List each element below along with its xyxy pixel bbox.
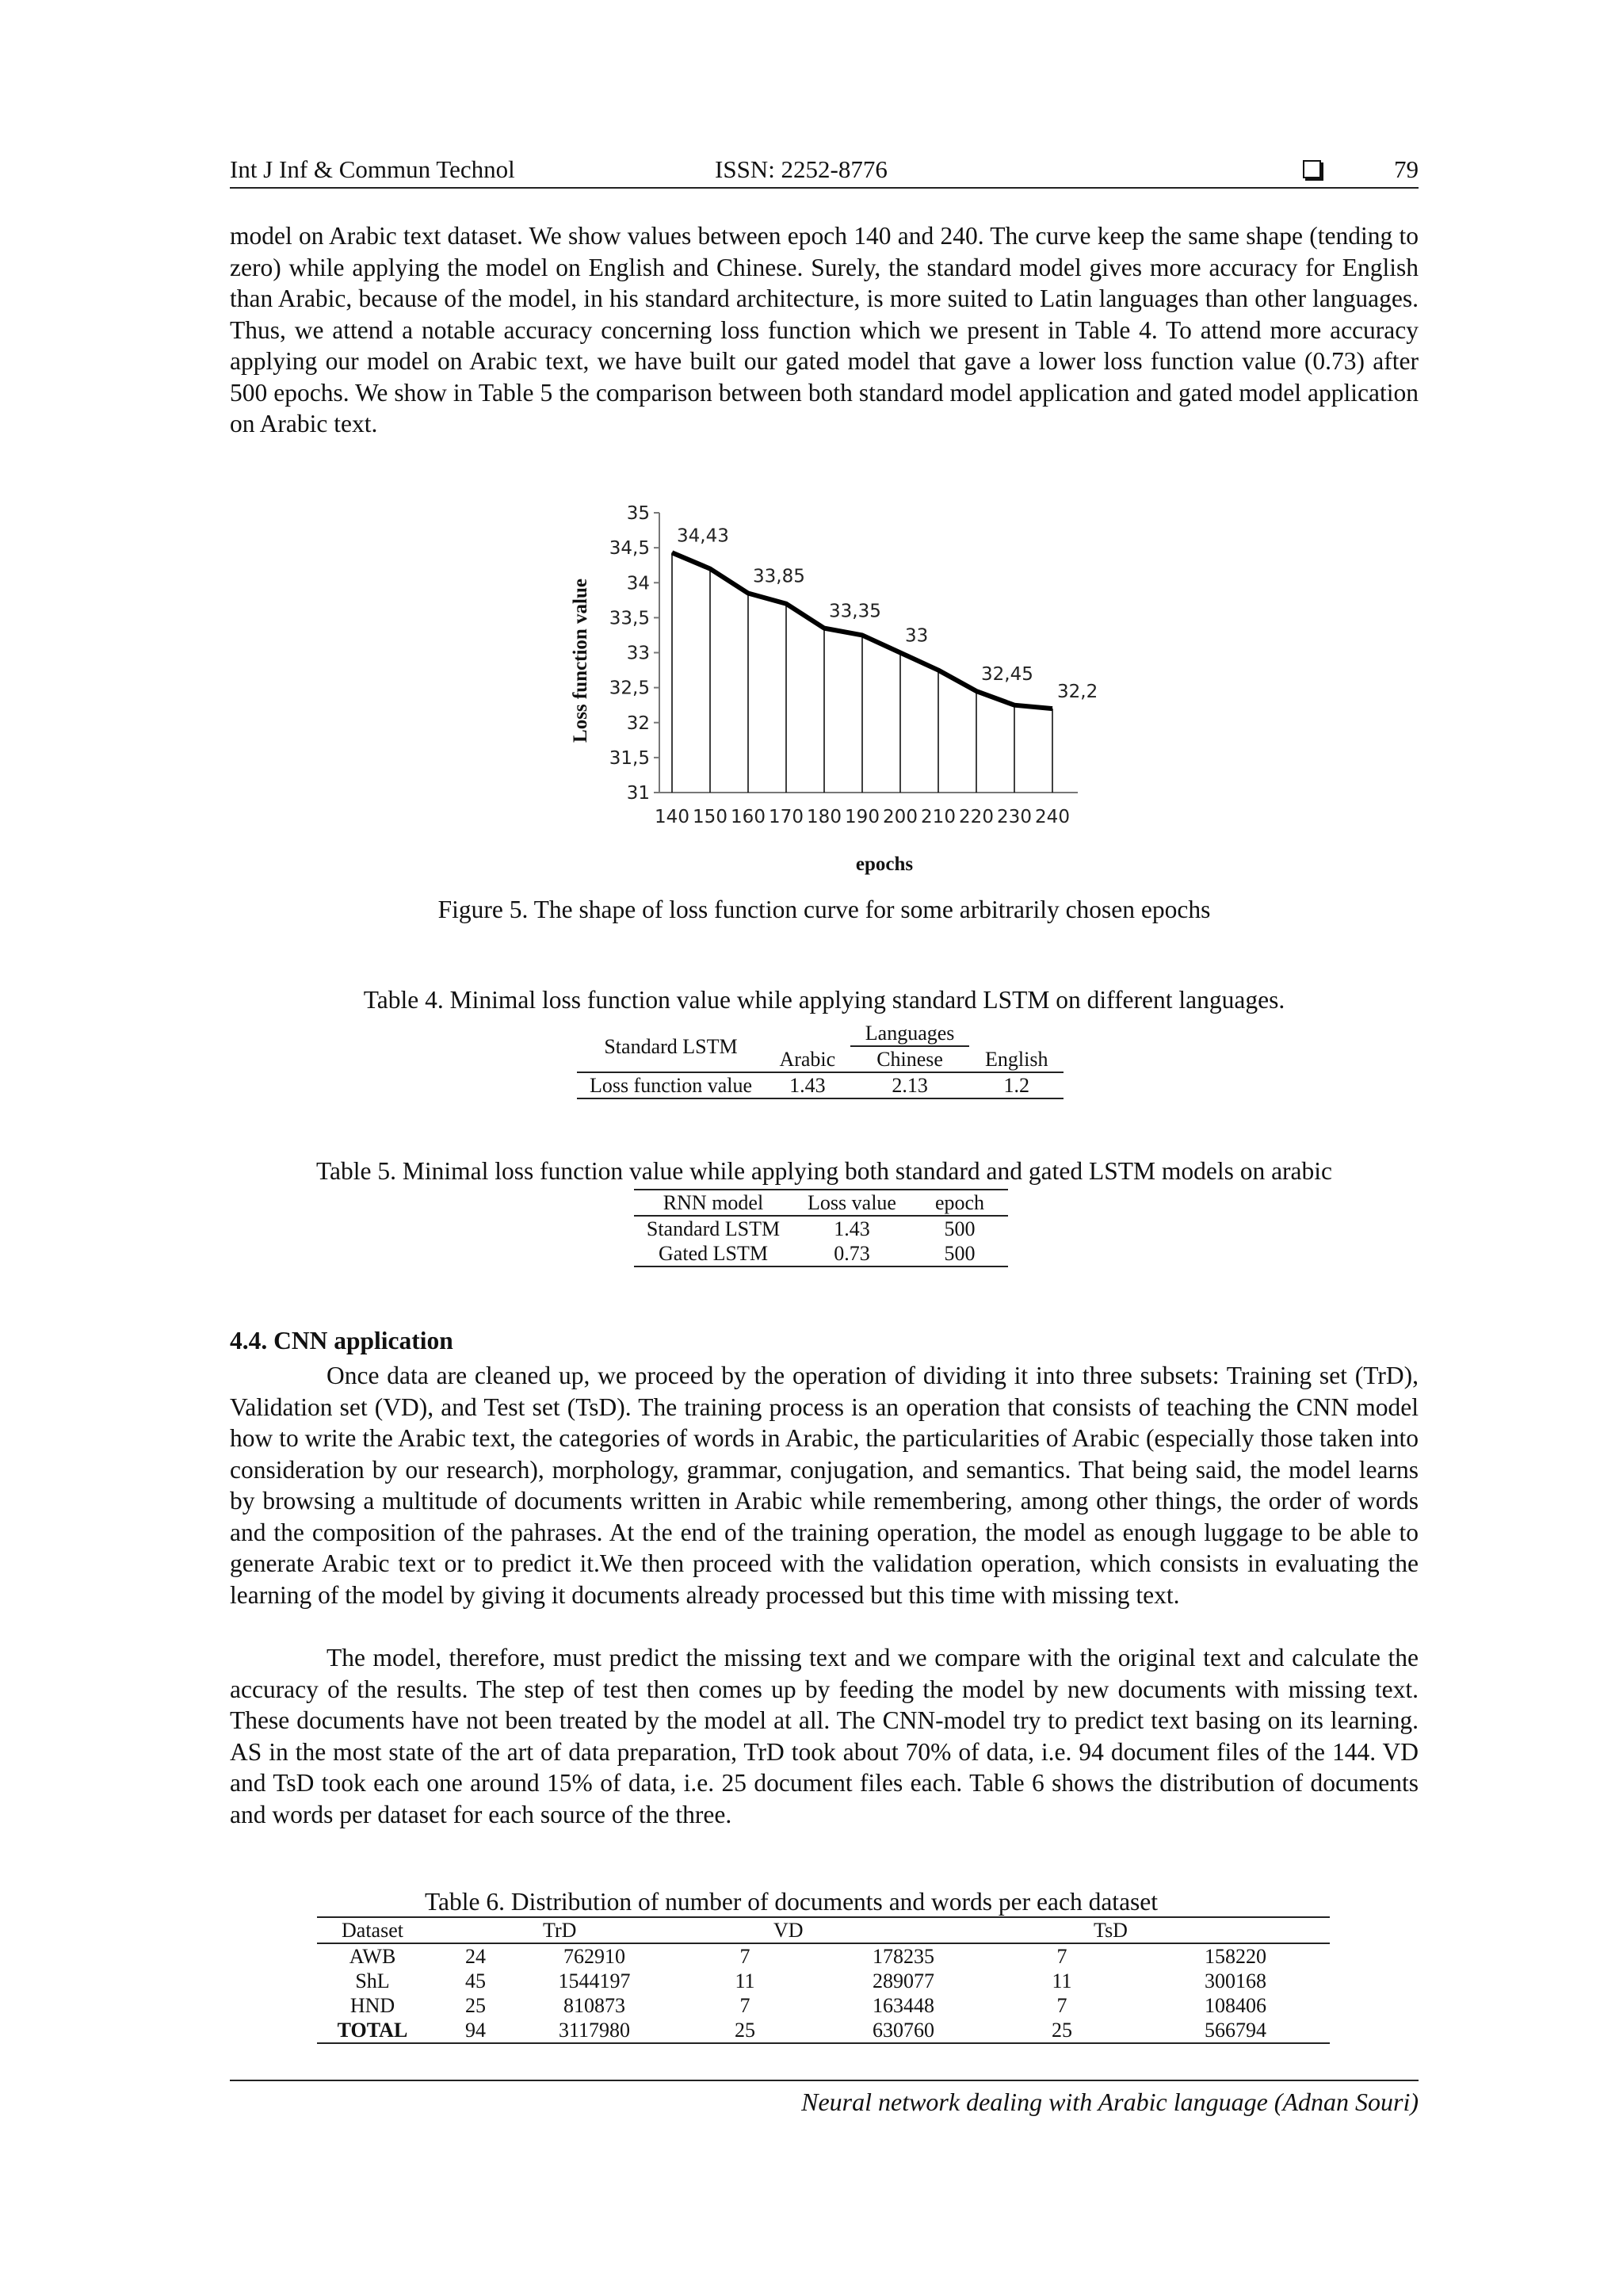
y-axis-title: Loss function value <box>570 579 591 743</box>
table6-header: TsD <box>983 1917 1330 1943</box>
y-tick-label: 33 <box>626 643 650 664</box>
table6-cell: 1544197 <box>558 1969 631 1992</box>
table6-cell: 163448 <box>873 1994 934 2017</box>
data-label: 34,43 <box>677 525 729 547</box>
table6-cell: 7 <box>1056 1945 1067 1968</box>
table5-header: Loss value <box>792 1190 911 1216</box>
x-axis-title: epochs <box>855 854 914 875</box>
table-row <box>317 1943 1330 1969</box>
table-row <box>634 1216 1008 1241</box>
table4-group-header: Languages <box>850 1021 970 1046</box>
table5-cell: 500 <box>944 1217 976 1240</box>
table6-cell: 25 <box>666 2018 824 2043</box>
table6-cell: 11 <box>1052 1969 1072 1992</box>
table6-cell: 7 <box>739 1994 750 2017</box>
table5-caption: Table 5. Minimal loss function value while applying both standard and gated LSTM models on arabic <box>315 1157 1333 1185</box>
paragraph-cnn-1: Once data are cleaned up, we proceed by the operation of dividing it into three subsets: Training set (TrD), Validation set (VD), and Test set (TsD). The training process is an operation that consists of teaching the CNN model how to write the Arabic text, the categories of words in Arabic, the particularities of Arabic (especially those taken into consideration by our research), morphology, grammar, conjugation, and semantics. That being said, the model learns by browsing a multitude of documents written in Arabic while remembering, among other things, the order of words and the composition of the pahrases. At the end of the training operation, the model as enough luggage to be able to generate Arabic text or to predict it.We then proceed with the validation operation, which consists in evaluating the learning of the model by giving it documents already processed but this time with missing text. <box>230 1362 1419 1609</box>
table5-cell: 1.43 <box>834 1217 870 1240</box>
table-row <box>634 1241 1008 1266</box>
table6 <box>317 1916 1330 2044</box>
table5-header: epoch <box>911 1190 1008 1216</box>
table6-cell: TOTAL <box>317 2018 428 2043</box>
table6-cell: 158220 <box>1205 1945 1266 1968</box>
table6-cell: ShL <box>355 1969 390 1992</box>
table5-header: RNN model <box>634 1190 792 1216</box>
table4-col-chinese: Chinese <box>876 1048 943 1071</box>
table4-col-english: English <box>985 1047 1048 1071</box>
table5-cell: Standard LSTM <box>646 1217 781 1240</box>
table6-cell: 810873 <box>563 1994 625 2017</box>
table5-cell: 500 <box>911 1241 1008 1266</box>
table6-caption: Table 6. Distribution of number of documents and words per each dataset <box>425 1888 1159 1916</box>
x-tick-label: 160 <box>731 807 766 827</box>
data-label: 32,2 <box>1057 682 1098 703</box>
table6-cell: 45 <box>465 1969 486 1992</box>
data-label: 33,85 <box>753 566 805 587</box>
table6-cell: 300168 <box>1205 1969 1266 1992</box>
y-tick-label: 31 <box>626 783 650 804</box>
table4-cell: 1.2 <box>969 1072 1064 1098</box>
table6-header: VD <box>666 1917 983 1943</box>
footer-rule <box>230 2080 1419 2081</box>
figure5-caption: Figure 5. The shape of loss function curve for some arbitrarily chosen epochs <box>437 896 1211 923</box>
table4-col-arabic: Arabic <box>779 1047 836 1071</box>
page-header <box>230 155 1419 189</box>
table6-header: Dataset <box>317 1917 428 1943</box>
issn: ISSN: 2252-8776 <box>715 155 888 183</box>
x-tick-label: 140 <box>655 807 689 827</box>
table6-cell: 289077 <box>873 1969 934 1992</box>
x-tick-label: 240 <box>1035 807 1070 827</box>
table6-cell: HND <box>349 1994 395 2017</box>
y-tick-label: 33,5 <box>609 608 650 629</box>
table6-cell: 630760 <box>824 2018 983 2043</box>
table-row <box>317 1993 1330 2018</box>
table6-cell: 7 <box>1056 1994 1067 2017</box>
table6-cell: 108406 <box>1205 1994 1266 2017</box>
table4-corner: Standard LSTM <box>604 1034 738 1058</box>
table6-cell: 24 <box>465 1945 486 1968</box>
table-row <box>317 1969 1330 1993</box>
loss-function-chart <box>555 491 1109 880</box>
x-tick-label: 150 <box>693 807 727 827</box>
table6-cell: 11 <box>735 1969 755 1992</box>
data-label: 33,35 <box>829 601 881 622</box>
table4 <box>577 1021 1064 1099</box>
table-row <box>317 2018 1330 2043</box>
table4-cell: 2.13 <box>850 1072 970 1098</box>
x-tick-label: 230 <box>997 807 1032 827</box>
x-tick-label: 220 <box>959 807 994 827</box>
y-tick-label: 35 <box>626 503 650 524</box>
table6-cell: 25 <box>983 2018 1141 2043</box>
y-tick-label: 32 <box>626 712 650 734</box>
table6-cell: 25 <box>465 1994 486 2017</box>
y-tick-label: 34,5 <box>609 538 650 560</box>
journal-name: Int J Inf & Commun Technol <box>230 155 515 183</box>
data-label: 32,45 <box>981 664 1033 686</box>
y-tick-label: 34 <box>626 573 650 594</box>
table6-cell: 94 <box>428 2018 523 2043</box>
table5-cell: 0.73 <box>792 1241 911 1266</box>
checkbox-square-icon <box>1303 160 1321 178</box>
x-tick-label: 180 <box>807 807 842 827</box>
section-heading: 4.4. CNN application <box>230 1327 453 1354</box>
y-tick-label: 31,5 <box>609 747 650 769</box>
paragraph-cnn-2: The model, therefore, must predict the missing text and we compare with the original text and calculate the accuracy of the results. The step of test then comes up by feeding the model by new documents with missing text. These documents have not been treated by the model at all. The CNN-model try to predict text basing on its learning. AS in the most state of the art of data preparation, TrD took about 70% of data, i.e. 94 document files of the 144. VD and TsD took each one around 15% of data, i.e. 25 document files each. Table 6 shows the distribution of documents and words per dataset for each source of the three. <box>230 1644 1419 1828</box>
table6-cell: AWB <box>349 1945 396 1968</box>
x-tick-label: 200 <box>883 807 918 827</box>
x-tick-label: 170 <box>769 807 804 827</box>
table6-cell: 762910 <box>563 1945 625 1968</box>
table5 <box>634 1189 1008 1267</box>
table4-row-label: Loss function value <box>577 1072 765 1098</box>
table6-cell: 3117980 <box>523 2018 666 2043</box>
table4-cell: 1.43 <box>765 1072 850 1098</box>
table4-caption: Table 4. Minimal loss function value while applying standard LSTM on different languages. <box>363 986 1285 1014</box>
y-tick-label: 32,5 <box>609 678 650 699</box>
table6-header: TrD <box>428 1917 666 1943</box>
page-footer: Neural network dealing with Arabic language (Adnan Souri) <box>801 2088 1419 2116</box>
page-number: 79 <box>1394 155 1419 183</box>
table6-cell: 566794 <box>1141 2018 1330 2043</box>
table6-cell: 178235 <box>873 1945 934 1968</box>
table5-cell: Gated LSTM <box>634 1241 792 1266</box>
x-tick-label: 190 <box>845 807 880 827</box>
table6-cell: 7 <box>739 1945 750 1968</box>
paragraph-intro: model on Arabic text dataset. We show values between epoch 140 and 240. The curve keep the same shape (tending to zero) while applying the model on English and Chinese. Surely, the standard model gives more accuracy for English than Arabic, because of the model, in his standard architecture, is more suited to Latin languages than other languages. Thus, we attend a notable accuracy concerning loss function which we present in Table 4. To attend more accuracy applying our model on Arabic text, we have built our gated model that gave a lower loss function value (0.73) after 500 epochs. We show in Table 5 the comparison between both standard model application and gated model application on Arabic text. <box>230 222 1419 437</box>
x-tick-label: 210 <box>921 807 956 827</box>
data-label: 33 <box>905 625 929 647</box>
